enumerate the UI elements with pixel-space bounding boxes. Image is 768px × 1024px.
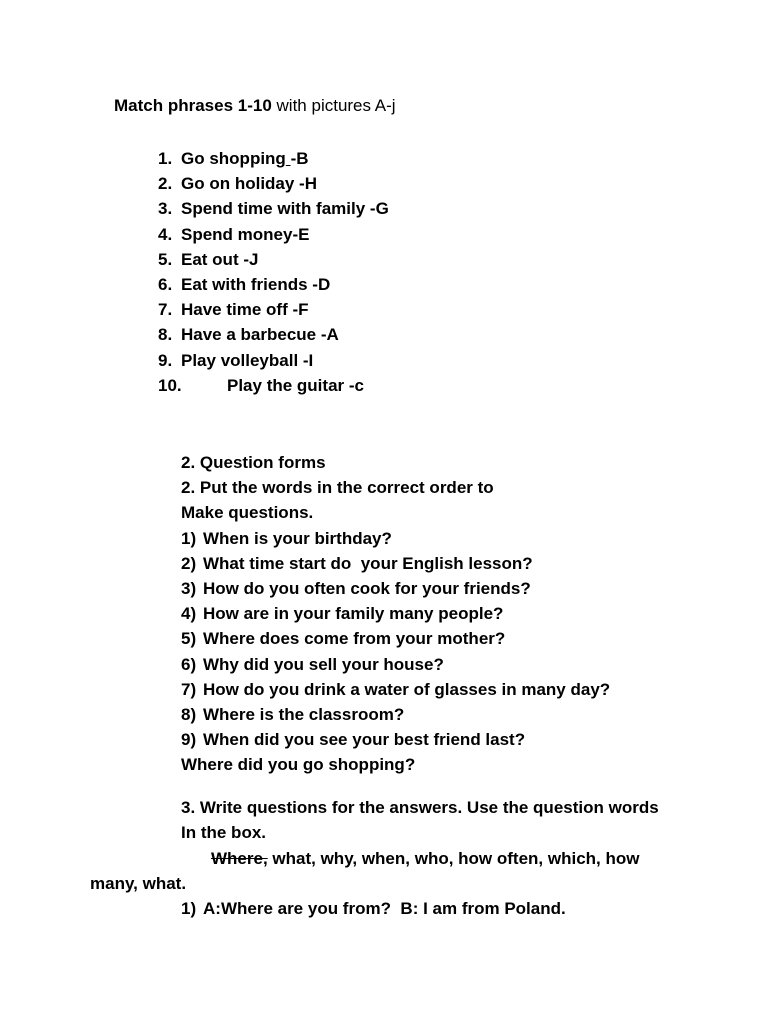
item-text: Spend money-E	[181, 224, 310, 244]
question-number: 2)	[181, 553, 197, 573]
list-item	[158, 247, 389, 272]
question-text: When did you see your best friend last?	[203, 730, 526, 750]
question-extra: Where did you go shopping?	[181, 755, 416, 775]
question-number: 4)	[181, 604, 197, 624]
question-number: 3)	[181, 578, 197, 598]
item-text: Go on holiday -H	[181, 174, 317, 194]
item-answer: -B	[290, 149, 309, 168]
question-line	[181, 677, 610, 702]
question-number: 7)	[181, 679, 197, 699]
question-words: what, why, when, who, how often, which, how	[267, 849, 640, 868]
item-number: 10.	[158, 375, 182, 395]
list-item	[158, 146, 389, 171]
question-line	[181, 626, 610, 651]
item-number: 5.	[158, 249, 173, 269]
item-number: 1.	[158, 149, 173, 168]
title-bold: Match phrases 1-10	[114, 96, 272, 115]
item-text: Eat out -J	[181, 249, 259, 269]
exercise-title	[114, 96, 396, 116]
item-number: 8.	[158, 325, 173, 345]
item-text: Have time off -F	[181, 300, 309, 320]
question-words-continued: many, what.	[90, 874, 187, 893]
item-number: 7.	[158, 300, 173, 320]
question-text: How do you drink a water of glasses in many day?	[203, 679, 611, 699]
question-text: Why did you sell your house?	[203, 654, 444, 674]
question-line	[181, 576, 610, 601]
item-text: Eat with friends -D	[181, 274, 331, 294]
question-text: How are in your family many people?	[203, 604, 504, 624]
list-item	[158, 373, 389, 398]
question-line	[181, 652, 610, 677]
question-number: 5)	[181, 629, 197, 649]
example-number: 1)	[181, 899, 197, 918]
item-text: Spend time with family -G	[181, 199, 389, 219]
item-number: 4.	[158, 224, 173, 244]
match-list	[158, 146, 389, 398]
question-text: When is your birthday?	[203, 528, 392, 548]
list-item	[158, 322, 389, 347]
list-item	[158, 171, 389, 196]
section-instruction: 2. Put the words in the correct order to	[181, 478, 494, 498]
item-number: 3.	[158, 199, 173, 219]
section-instruction: In the box.	[181, 823, 266, 843]
list-item	[158, 196, 389, 221]
question-text: Where is the classroom?	[203, 704, 405, 724]
list-item	[158, 348, 389, 373]
item-text: Play volleyball -I	[181, 350, 314, 370]
example-text: A:Where are you from? B: I am from Poland.	[203, 899, 566, 918]
item-text: Go shopping	[181, 149, 286, 168]
question-text: How do you often cook for your friends?	[203, 578, 531, 598]
item-number: 6.	[158, 274, 173, 294]
section-heading: 2. Question forms	[181, 453, 326, 472]
question-text: What time start do your English lesson?	[203, 553, 533, 573]
question-line	[181, 601, 610, 626]
question-line	[181, 526, 610, 551]
list-item	[158, 222, 389, 247]
section-instruction: 3. Write questions for the answers. Use the question words	[181, 798, 659, 817]
title-normal: with pictures A-j	[276, 96, 396, 115]
struck-word: Where,	[211, 849, 268, 868]
example-answer	[181, 896, 566, 921]
question-number: 8)	[181, 704, 197, 724]
question-word-box	[211, 846, 639, 871]
item-text: Play the guitar -c	[227, 375, 364, 395]
question-text: Where does come from your mother?	[203, 629, 506, 649]
list-item	[158, 297, 389, 322]
question-number: 9)	[181, 730, 197, 750]
question-line	[181, 702, 610, 727]
section-write-questions	[181, 795, 659, 845]
item-number: 2.	[158, 174, 173, 194]
question-line	[181, 551, 610, 576]
question-line	[181, 727, 610, 752]
list-item	[158, 272, 389, 297]
item-text: Have a barbecue -A	[181, 325, 339, 345]
section-question-forms	[181, 450, 610, 777]
item-number: 9.	[158, 350, 173, 370]
question-number: 6)	[181, 654, 197, 674]
section-instruction: Make questions.	[181, 503, 314, 523]
question-number: 1)	[181, 528, 197, 548]
